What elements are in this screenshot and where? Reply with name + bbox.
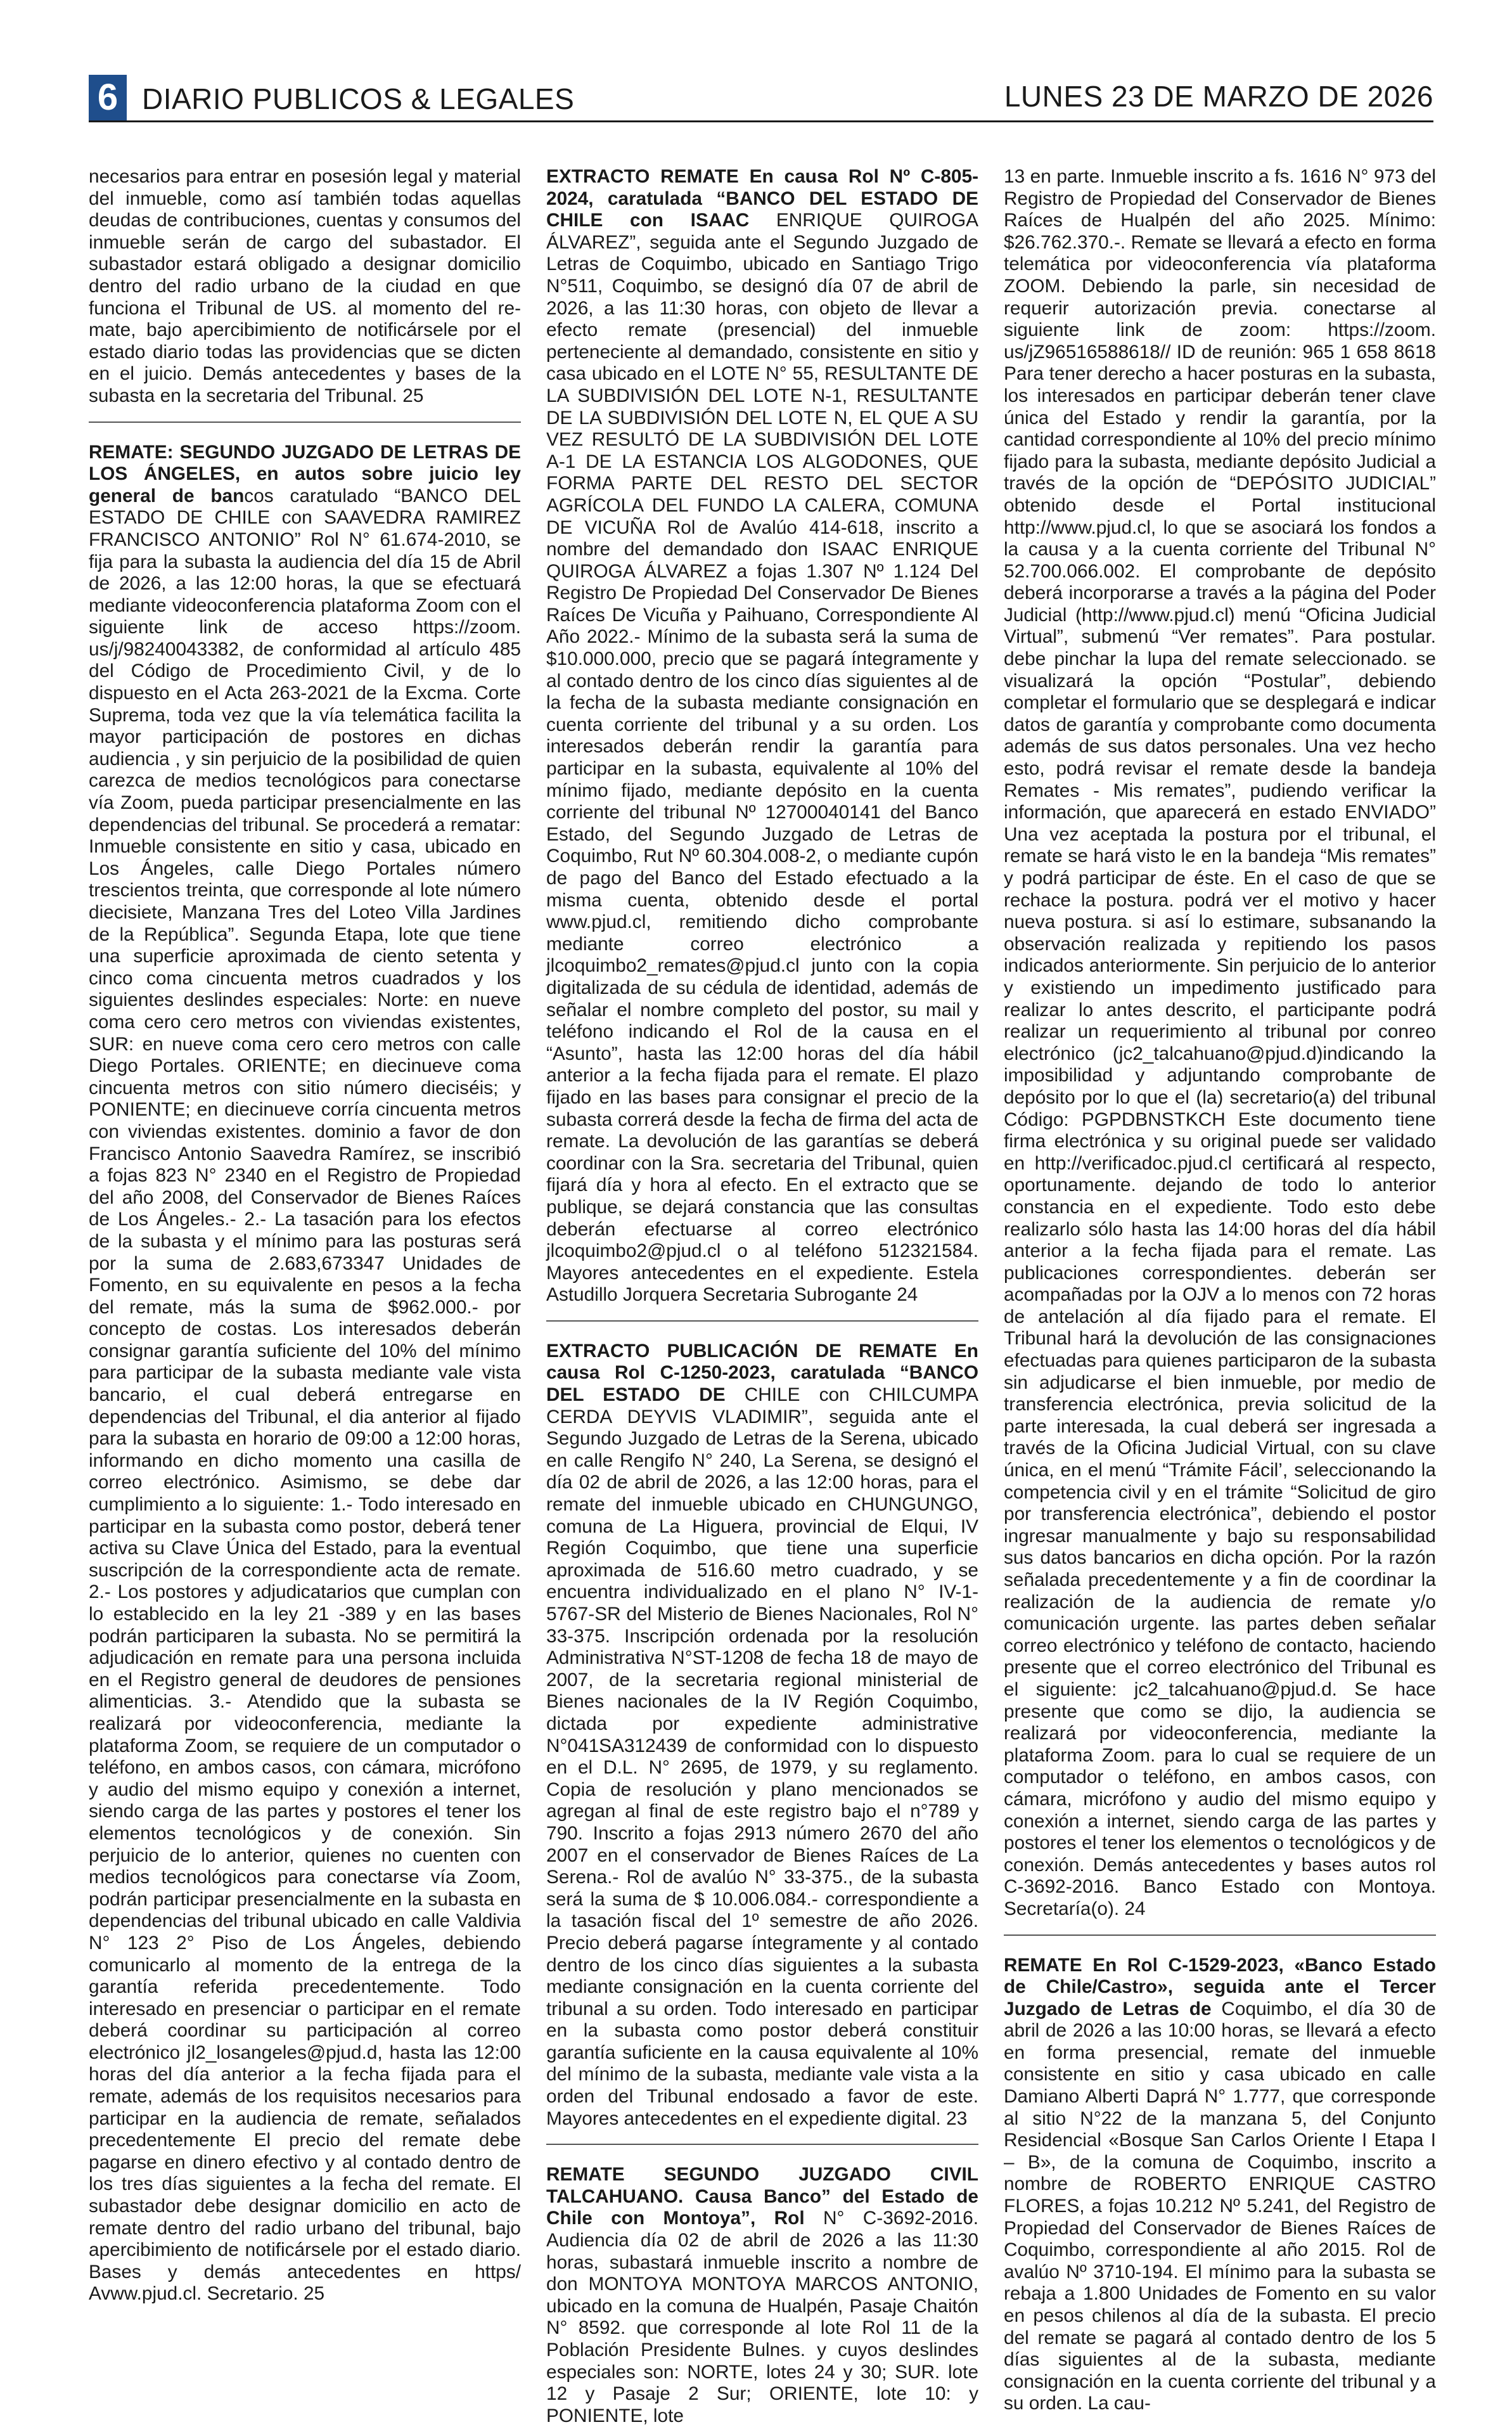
publication-title: DIARIO PUBLICOS & LEGALES [142, 82, 575, 115]
notice-divider [89, 422, 521, 423]
notice-body: CHILE con CHILCUMPA CERDA DEYVIS VLADIMIR”, seguida ante el Segundo Juzgado de Letras de la Serena, ubicado en calle Rengifo N° 240, La Serena, se designó el día 02 de abril de 2026, a las 12:00 horas, para el remate del inmueble ubicado en CHUNGUNGO, comuna de La Higuera, provincial de Elqui, IV Región Coquimbo, que tiene una superficie aproximada de 516.60 metro cuadrado, y se encuentra individualizado en el plano N° IV-1- 5767-SR del Misterio de Bienes Nacionales, Rol N° 33-375. Inscripción ordenada por la resolución Administrativa N°ST-1208 de fecha 18 de mayo de 2007, de la secretaria regional ministerial de Bienes nacionales de la IV Región Coquimbo, dictada por expediente administrative N°041SA312439 de conformidad con lo dispuesto en el D.L. N° 2695, de 1979, y su reglamento. Copia de resolución y plano mencionados se agregan al final de este registro bajo el n°789 y 790. Inscrito a fojas 2913 número 2670 del año 2007 en el conservador de Bienes Raíces de La Serena.- Rol de avalúo N° 33-375., de la subasta será la suma de $ 10.006.084.- correspondiente a la tasación fiscal del 1º semestre de año 2026. Precio deberá pagarse íntegramente y al contado dentro de los cinco días siguientes a la subasta mediante consignación en la cuenta corriente del tribunal a su orden. Todo interesado en participar en la subasta como postor deberá constituir garantía suficiente en la causa equivalente al 10% del mínimo de la subasta, mediante vale vista a la orden del Tribunal endosado a favor de este. Mayores antecedentes en el expediente digital. 23 [546, 1384, 978, 2129]
notice-continued [89, 166, 521, 408]
notice-remate-coquimbo-castro [1004, 1955, 1436, 2415]
notice-remate-talcahuano [546, 2164, 978, 2427]
notice-remate-la-serena [546, 1341, 978, 2130]
column-1 [89, 166, 521, 2305]
notice-body: N° C-3692-2016. Audiencia día 02 de abril de 2026 a las 11:30 horas, subastará inmueble inscrito a nombre de don MONTOYA MONTOYA MARCOS ANTONIO, ubicado en la comuna de Hualpén, Pasaje Chaitón N° 8592. que corresponde al lote Rol 11 de la Población Presidente Bulnes. y cuyos deslindes especiales son: NORTE, lotes 24 y 30; SUR. lote 12 y Pasaje 2 Sur; ORIENTE, lote 10: y PONIENTE, lote [546, 2208, 978, 2426]
notice-continued [1004, 166, 1436, 1921]
notice-remate-los-angeles [89, 442, 521, 2305]
notice-lead: REMATE SEGUNDO JUZGADO CIVIL TALCAHUANO. Causa Banco” del Estado de Chile con Montoya”, Rol [546, 2164, 978, 2229]
page-header [89, 75, 1433, 122]
column-3 [1004, 166, 1436, 2414]
notice-remate-coquimbo [546, 166, 978, 1306]
notice-lead: EXTRACTO PUBLICACIÓN DE REMATE En causa Rol C-1250-2023, caratulada “BANCO DEL ESTADO DE [546, 1340, 978, 1406]
notice-lead: REMATE En Rol C-1529-2023, «Banco Estado de Chile/Castro», seguida ante el Tercer Juzgado de Letras de [1004, 1954, 1436, 2019]
notice-body: 13 en parte. Inmueble inscrito a fs. 1616 N° 973 del Registro de Propiedad del Conservador de Bienes Raíces de Hualpén del año 2025. Mínimo: $26.762.370.-. Remate se llevará a efecto en forma telemática por videoconferencia vía plataforma ZOOM. Debiendo la parle, sin necesidad de requerir autorización previa. conectarse al siguiente link de zoom: https://zoom. us/jZ96516588618// ID de reunión: 965 1 658 8618 Para tener derecho a hacer posturas en la subasta, los interesados en participar deberán tener clave única del Estado y rendir la garantía, por la cantidad correspondiente al 10% del precio mínimo fijado para la subasta, mediante depósito Judicial a través de la opción de “DEPÓSITO JUDICIAL” obtenido desde el Portal institucional http://www.pjud.cl, lo que se asociará los fondos a la causa y a la cuenta corriente del Tribunal N° 52.700.066.002. El comprobante de depósito deberá incorporarse a través a la página del Poder Judicial (http://www.pjud.cl) menú “Oficina Judicial Virtual”, submenú “Ver remates”. Para postular. debe pinchar la lupa del remate seleccionado. se visualizará la opción “Postular”, debiendo completar el formulario que se desplegará e indicar datos de garantía y comprobante como documenta además de sus datos personales. Una vez hecho esto, podrá revisar el remate desde la bandeja Remates - Mis remates”, pudiendo verificar la información, que aparecerá en estado ENVIADO” Una vez aceptada la postura por el tribunal, el remate se hará visto le en la bandeja “Mis remates” y podrá participar de éste. En el caso de que se rechace la postura. podrá ver el motivo y hacer nueva postura. si así lo estimare, subsanando la observación realizada y repitiendo los pasos indicados anteriormente. Sin perjuicio de lo anterior y existiendo un impedimento justificado para realizar lo antes descrito, el participante podrá realizar un requerimiento al tribunal por conreo electrónico (jc2_talcahuano@pjud.d)indicando la imposibilidad y adjuntando comprobante de depósito por lo que el (la) secretario(a) del tribunal Código: PGPDBNSTKCH Este documento tiene firma electrónica y su original puede ser validado en http://verificadoc.pjud.cl certificará al respecto, oportunamente. dejando de todo lo anterior constancia en el expediente. Todo esto debe realizarlo sólo hasta las 14:00 horas del día hábil anterior a la fecha fijada para el remate. Las publicaciones correspondientes. deberán ser acompañadas por la OJV a lo menos con 72 horas de antelación al día fijado para el remate. El Tribunal hará la devolución de las consignaciones efectuadas para quienes participaron de la subasta sin adjudicarse el bien inmueble, por medio de transferencia electrónica, previa solicitud de la parte interesada, la cual deberá ser ingresada a través de la Oficina Judicial Virtual, con su clave única, en el menú “Trámite Fácil’, seleccionando la competencia civil y en el trámite “Solicitud de giro por transferencia electrónica”, debiendo el postor ingresar manualmente y bajo su responsabilidad sus datos bancarios en dicha opción. Por la razón señalada precedentemente y a fin de coordinar la realización de la audiencia de remate y/o comunicación urgente. las partes deben señalar correo electrónico y teléfono de contacto, haciendo presente que el correo electrónico del Tribunal es el siguiente: jc2_talcahuano@pjud.d. Se hace presente que como se dijo, la audiencia se realizará por videoconferencia, mediante la plataforma Zoom. para lo cual se requiere de un computador o teléfono, en ambos casos, con cámara, micrófono y audio del mismo equipo y conexión a internet, siendo carga de las partes y postores el tener los elementos o tecnológicos y de conexión. Demás antecedentes y bases autos rol C-3692-2016. Banco Estado con Montoya. Secretaría(o). 24 [1004, 166, 1436, 1919]
notice-lead: REMATE: SEGUNDO JUZGADO DE LETRAS DE LOS ÁNGELES, en autos sobre juicio ley general de ban [89, 441, 521, 506]
notice-body: Coquimbo, el día 30 de abril de 2026 a las 10:00 horas, se llevará a efecto en forma presencial, remate del inmueble consistente en sitio y casa ubicado en calle Damiano Alberti Daprá N° 1.777, que corresponde al sitio N°22 de la manzana 5, del Conjunto Residencial «Bosque San Carlos Oriente I Etapa I – B», de la comuna de Coquimbo, inscrito a nombre de ROBERTO ENRIQUE CASTRO FLORES, a fojas 10.212 Nº 5.241, del Registro de Propiedad del Conservador de Bienes Raíces de Coquimbo, correspondiente al año 2015. Rol de avalúo Nº 3710-194. El mínimo para la subasta se rebaja a 1.800 Unidades de Fomento en su valor en pesos chilenos al día de la subasta. El precio del remate se pagará al contado dentro de los 5 días siguientes al de la subasta, mediante consignación en la cuenta corriente del tribunal y a su orden. La cau- [1004, 1998, 1436, 2414]
page-number: 6 [89, 75, 127, 120]
issue-date: LUNES 23 DE MARZO DE 2026 [1004, 80, 1433, 113]
notice-body: necesarios para entrar en posesión legal y material del inmueble, como así también todas aquellas deudas de contribuciones, cuentas y consumos del inmueble serán de cargo del subastador. El subastador estará obligado a designar domicilio dentro del radio urbano de la ciudad en que funciona el Tribunal de US. al momento del re-mate, bajo apercibimiento de notificársele por el estado diario todas las providencias que se dicten en el juicio. Demás antecedentes y bases de la subasta en la secretaria del Tribunal. 25 [89, 166, 521, 406]
column-2 [546, 166, 978, 2426]
notice-divider [546, 2144, 978, 2145]
notice-lead: EXTRACTO REMATE En causa Rol Nº C-805-2024, caratulada “BANCO DEL ESTADO DE CHILE con ISAAC [546, 166, 978, 231]
notice-divider [1004, 1935, 1436, 1936]
notice-body: ENRIQUE QUIROGA ÁLVAREZ”, seguida ante el Segundo Juzgado de Letras de Coquimbo, ubicado en Santiago Trigo N°511, Coquimbo, se designó día 07 de abril de 2026, a las 11:30 horas, con objeto de llevar a efecto remate (presencial) del inmueble perteneciente al demandado, consistente en sitio y casa ubicado en el LOTE N° 55, RESULTANTE DE LA SUBDIVISIÓN DEL LOTE N-1, RESULTANTE DE LA SUBDIVISIÓN DEL LOTE N, EL QUE A SU VEZ RESULTÓ DE LA SUBDIVISIÓN DEL LOTE A-1 DE LA ESTANCIA LOS ALGODONES, QUE FORMA PARTE DEL RESTO DEL SECTOR AGRÍCOLA DEL FUNDO LA CALERA, COMUNA DE VICUÑA Rol de Avalúo 414-618, inscrito a nombre del demandado don ISAAC ENRIQUE QUIROGA ÁLVAREZ a fojas 1.307 Nº 1.124 Del Registro De Propiedad Del Conservador De Bienes Raíces De Vicuña y Paihuano, Correspondiente Al Año 2022.- Mínimo de la subasta será la suma de $10.000.000, precio que se pagará íntegramente y al contado dentro de los cinco días siguientes al de la fecha de la subasta mediante consignación en cuenta corriente del tribunal y a su orden. Los interesados deberán rendir la garantía para participar en la subasta, equivalente al 10% del mínimo fijado, mediante depósito en la cuenta corriente del tribunal Nº 12700040141 del Banco Estado, del Segundo Juzgado de Letras de Coquimbo, Rut Nº 60.304.008-2, o mediante cupón de pago del Banco del Estado efectuado a la misma cuenta, obtenido desde el portal www.pjud.cl, remitiendo dicho comprobante mediante correo electrónico a jlcoquimbo2_remates@pjud.cl junto con la copia digitalizada de su cédula de identidad, además de señalar el nombre completo del postor, su mail y teléfono indicando el Rol de la causa en el “Asunto”, hasta las 12:00 horas del día hábil anterior a la fecha fijada para el remate. El plazo fijado en las bases para consignar el precio de la subasta correrá desde la fecha de firma del acta de remate. La devolución de las garantías se deberá coordinar con la Sra. secretaria del Tribunal, quien fijará día y hora al efecto. En el extracto que se publique, se dejará constancia que las consultas deberán efectuarse al correo electrónico jlcoquimbo2@pjud.cl o al teléfono 512321584. Mayores antecedentes en el expediente. Estela Astudillo Jorquera Secretaria Subrogante 24 [546, 210, 978, 1306]
notice-body: cos caratulado “BANCO DEL ESTADO DE CHILE con SAAVEDRA RAMIREZ FRANCISCO ANTONIO” Rol N° 61.674-2010, se fija para la subasta la audiencia del día 15 de Abril de 2026, a las 12:00 horas, la que se efectuará mediante videoconferencia plataforma Zoom con el siguiente link de acceso https://zoom. us/j/98240043382, de conformidad al artículo 485 del Código de Procedimiento Civil, y de lo dispuesto en el Acta 263-2021 de la Excma. Corte Suprema, toda vez que la vía telemática facilita la mayor participación de postores en dichas audiencia , y sin perjuicio de la posibilidad de quien carezca de medios tecnológicos para conectarse vía Zoom, pueda participar presencialmente en las dependencias del tribunal. Se procederá a rematar: Inmueble consistente en sitio y casa, ubicado en Los Ángeles, calle Diego Portales número trescientos treinta, que corresponde al lote número diecisiete, Manzana Tres del Loteo Villa Jardines de la República”. Segunda Etapa, lote que tiene una superficie aproximada de ciento setenta y cinco coma cincuenta metros cuadrados y los siguientes deslindes especiales: Norte: en nueve coma cero cero metros con viviendas existentes, SUR: en nueve coma cero cero metros con calle Diego Portales. ORIENTE; en diecinueve coma cincuenta metros con sitio número dieciséis; y PONIENTE; en diecinueve corría cincuenta metros con viviendas existentes. dominio a favor de don Francisco Antonio Saavedra Ramírez, se inscribió a fojas 823 N° 2340 en el Registro de Propiedad del año 2008, del Conservador de Bienes Raíces de Los Ángeles.- 2.- La tasación para los efectos de la subasta y el mínimo para las posturas será por la suma de 2.683,673347 Unidades de Fomento, en su equivalente en pesos a la fecha del remate, más la suma de $962.000.- por concepto de costas. Los interesados deberán consignar garantía suficiente del 10% del mínimo para participar de la subasta mediante vale vista bancario, el cual deberá entregarse en dependencias del Tribunal, el dia anterior al fijado para la subasta en horario de 09:00 a 12:00 horas, informando en dicho momento una casilla de correo electrónico. Asimismo, se debe dar cumplimiento a lo siguiente: 1.- Todo interesado en participar en la subasta como postor, deberá tener activa su Clave Única del Estado, para la eventual suscripción de la correspondiente acta de remate. 2.- Los postores y adjudicatarios que cumplan con lo establecido en la ley 21 -389 y en las bases podrán participaren la subasta. No se permitirá la adjudicación en remate para una persona incluida en el Registro general de deudores de pensiones alimenticias. 3.- Atendido que la subasta se realizará por videoconferencia, mediante la plataforma Zoom, se requiere de un computador o teléfono, en ambos casos, con cámara, micrófono y audio del mismo equipo y conexión a internet, siendo carga de las partes y postores el tener los elementos tecnológicos y de conexión. Sin perjuicio de lo anterior, quienes no cuenten con medios tecnológicos para conectarse vía Zoom, podrán participar presencialmente en la subasta en dependencias del tribunal ubicado en calle Valdivia N° 123 2° Piso de Los Ángeles, debiendo comunicarlo al momento de la entrega de la garantía referida precedentemente. Todo interesado en presenciar o participar en el remate deberá coordinar su participación al correo electrónico jl2_losangeles@pjud.d, hasta las 12:00 horas del día anterior a la fecha fijada para el remate, además de los requisitos necesarios para participar en la audiencia de remate, señalados precedentemente El precio del remate debe pagarse en dinero efectivo y al contado dentro de los tres días siguientes a la fecha del remate. El subastador debe designar domicilio en acto de remate dentro del radio urbano del tribunal, bajo apercibimiento de notificársele por el estado diario. Bases y demás antecedentes en https/ Avww.pjud.cl. Secretario. 25 [89, 485, 521, 2305]
notice-divider [546, 1320, 978, 1322]
